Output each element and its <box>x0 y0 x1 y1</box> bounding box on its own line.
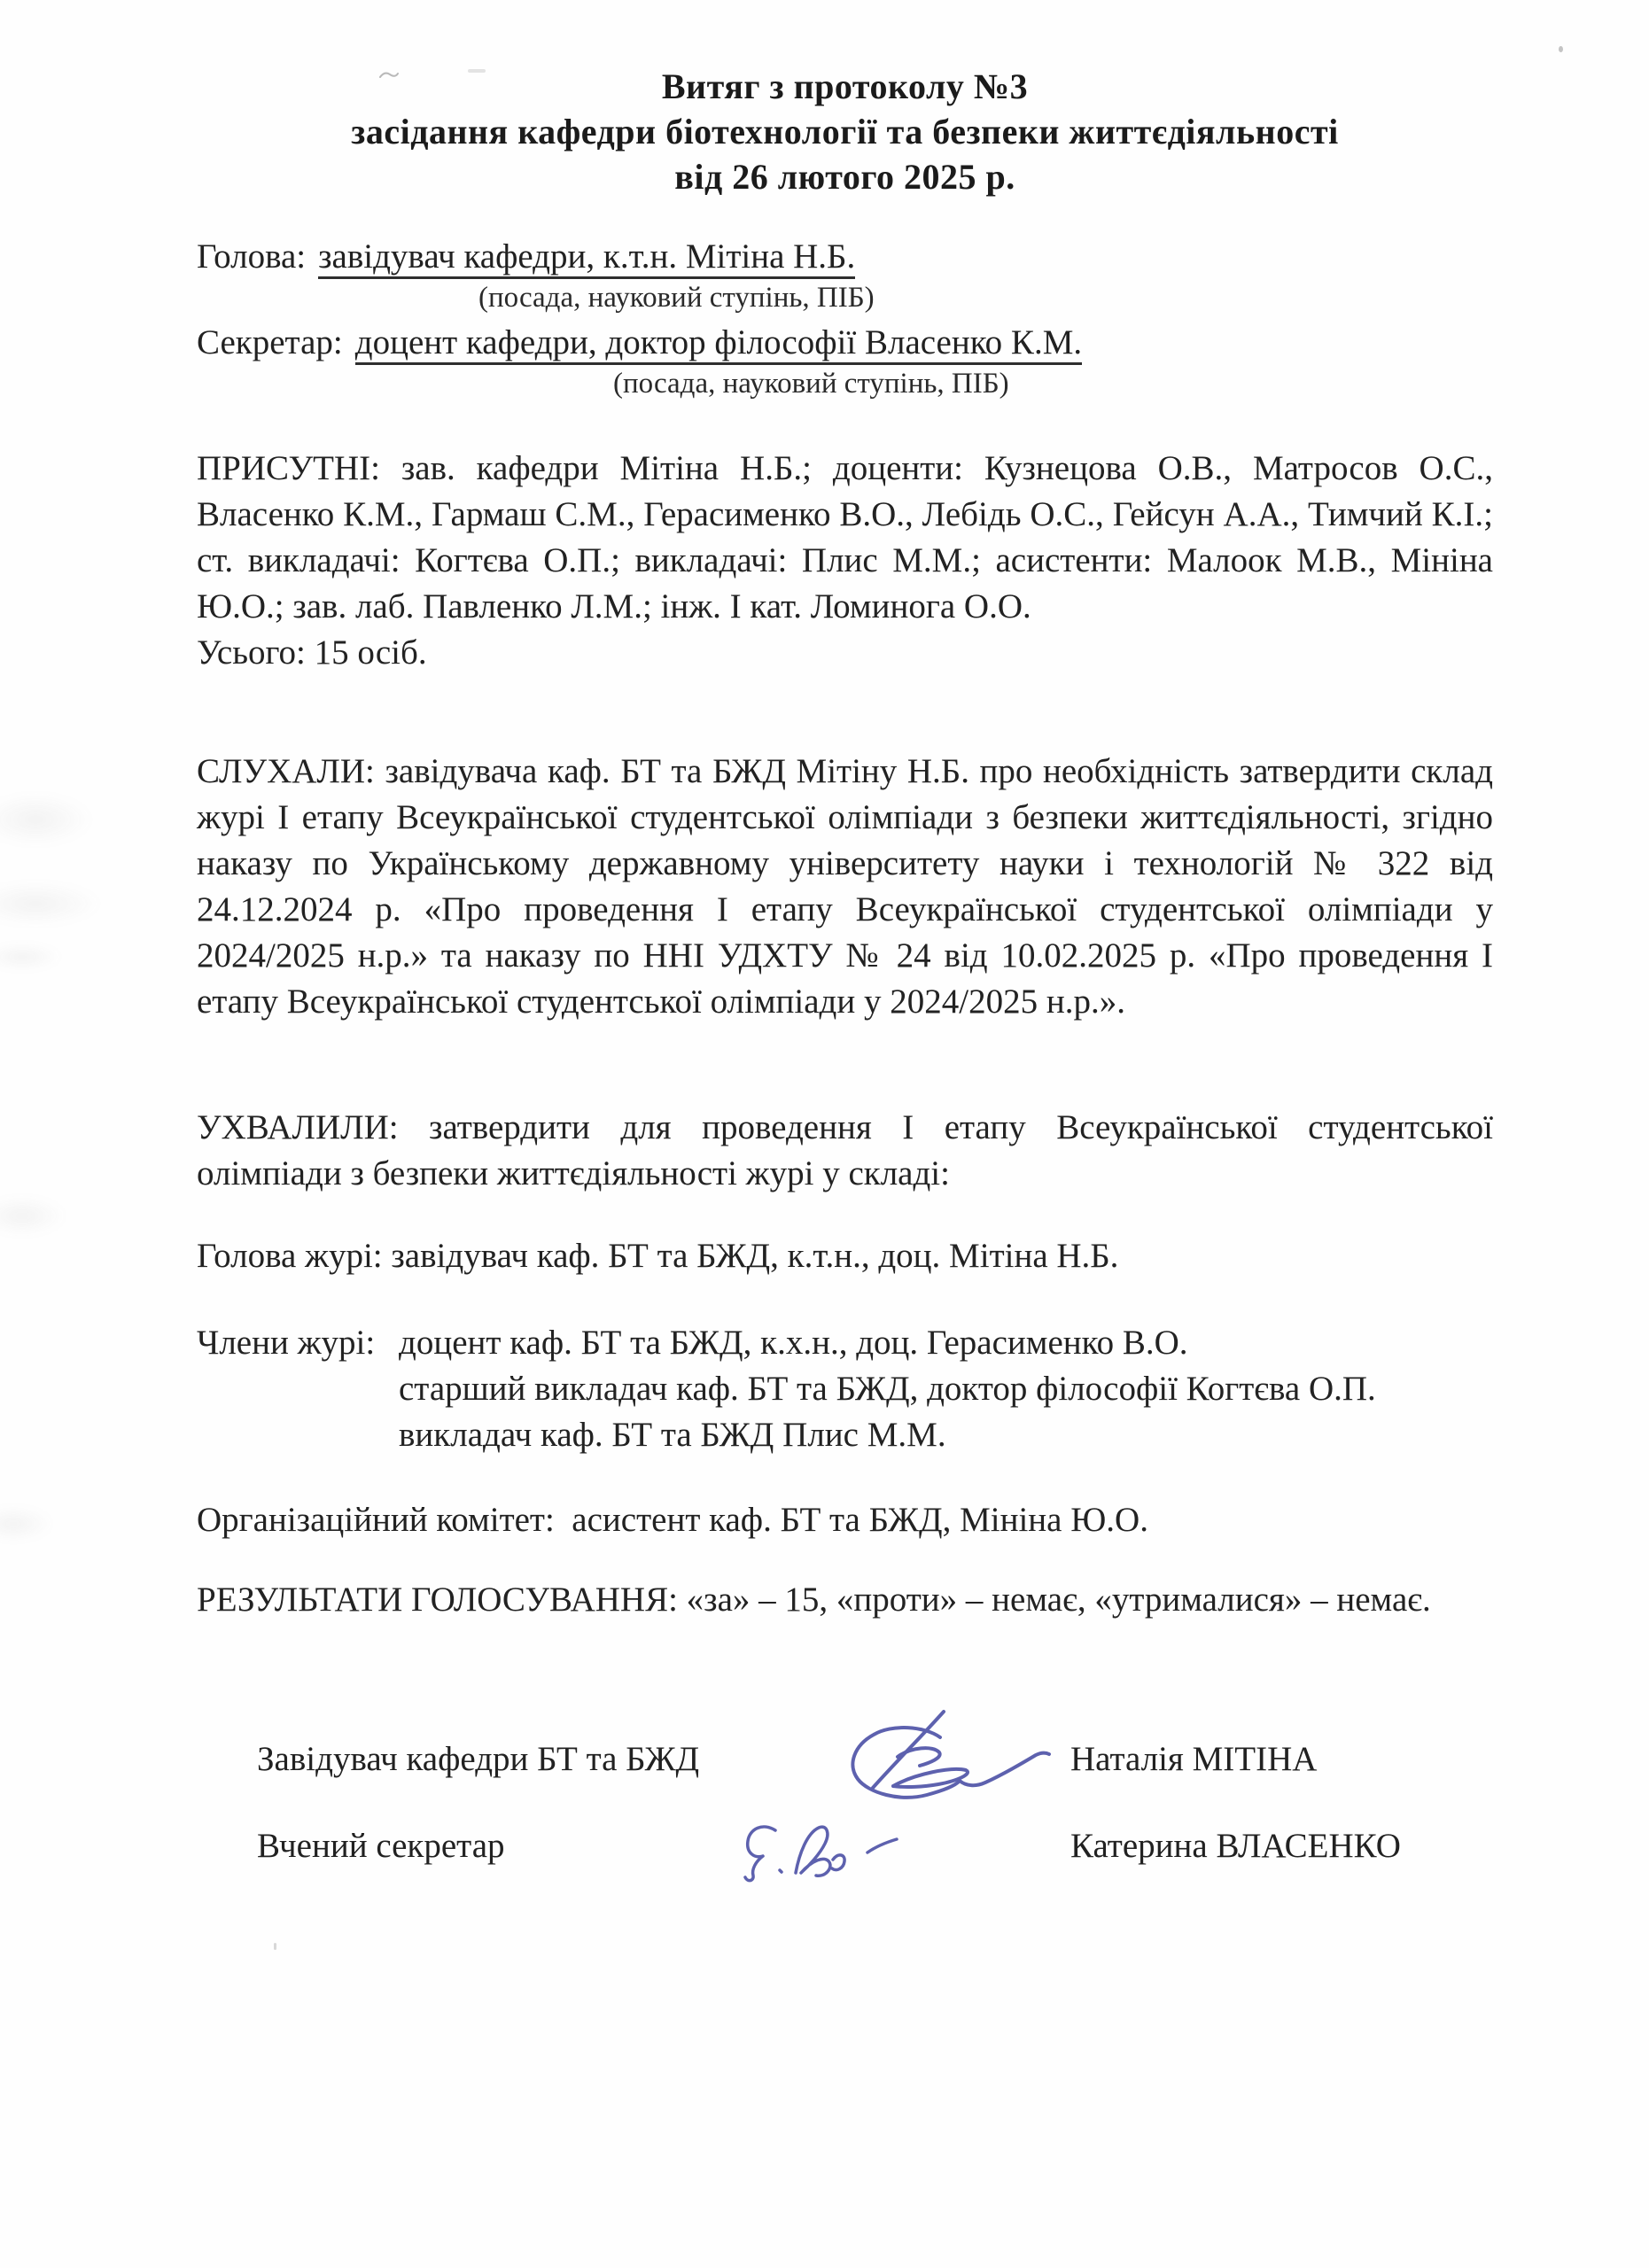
resolved-paragraph: УХВАЛИЛИ: затвердити для проведення І етапу Всеукраїнської студентської олімпіади з безпеки життєдіяльності журі у складі: <box>197 1108 1493 1192</box>
present-total-line: Усього: 15 осіб. <box>197 633 427 672</box>
secretary-label: Секретар: <box>197 323 343 361</box>
secretary-line <box>197 322 1493 364</box>
signature-name-2: Катерина ВЛАСЕНКО <box>1070 1827 1401 1865</box>
heard-paragraph: СЛУХАЛИ: завідувача каф. БТ та БЖД Мітіну Н.Б. про необхідність затвердити склад журі І етапу Всеукраїнської студентської олімпіади з безпеки життєдіяльності, згідно наказу по Українському державному університету науки і технологій № 322 від 24.12.2024 р. «Про проведення І етапу Всеукраїнської студентської олімпіади у 2024/2025 н.р.» та наказу по ННІ УДХТУ № 24 від 10.02.2025 р. «Про проведення І етапу Всеукраїнської студентської олімпіади у 2024/2025 н.р.». <box>197 752 1493 1021</box>
signature-vlasenko-ink <box>741 1816 905 1891</box>
scan-smudge <box>0 793 93 846</box>
signature-position-2: Вчений секретар <box>257 1827 505 1865</box>
chair-caption: (посада, науковий ступінь, ПІБ) <box>478 282 875 314</box>
secretary-value: доцент кафедри, доктор філософії Власенко К.М. <box>355 323 1082 365</box>
jury-head-line: Голова журі: завідувач каф. БТ та БЖД, к.т.н., доц. Мітіна Н.Б. <box>197 1237 1119 1275</box>
jury-member-line: доцент каф. БТ та БЖД, к.х.н., доц. Герасименко В.О. <box>399 1324 1188 1362</box>
org-committee-line: Організаційний комітет: асистент каф. БТ та БЖД, Мініна Ю.О. <box>197 1501 1148 1539</box>
title-line-2: засідання кафедри біотехнології та безпеки життєдіяльності <box>351 112 1339 151</box>
document-title <box>197 64 1493 199</box>
chair-line <box>197 236 1493 278</box>
scan-speck <box>274 1943 276 1950</box>
jury-member-line: викладач каф. БТ та БЖД Плис М.М. <box>399 1416 946 1454</box>
signature-name-1: Наталія МІТІНА <box>1070 1740 1318 1778</box>
scan-speck <box>1559 46 1563 52</box>
present-paragraph: ПРИСУТНІ: зав. кафедри Мітіна Н.Б.; доценти: Кузнецова О.В., Матросов О.С., Власенко К.М., Гармаш С.М., Герасименко В.О., Лебідь О.С., Гейсун А.А., Тимчий К.І.; ст. викладачі: Когтєва О.П.; викладачі: Плис М.М.; асистенти: Малоок М.В., Мініна Ю.О.; зав. лаб. Павленко Л.М.; інж. І кат. Ломинога О.О. <box>197 449 1493 625</box>
officials-block <box>197 236 1493 403</box>
jury-members-block <box>197 1320 1493 1458</box>
signature-mitina-ink <box>840 1701 1066 1806</box>
scan-smudge <box>0 1506 53 1542</box>
signature-position-1: Завідувач кафедри БТ та БЖД <box>257 1740 700 1778</box>
title-line-3: від 26 лютого 2025 р. <box>674 157 1015 197</box>
chair-value: завідувач кафедри, к.т.н. Мітіна Н.Б. <box>318 237 855 279</box>
scan-smudge <box>0 1196 66 1236</box>
jury-members-list <box>399 1320 1376 1458</box>
jury-member-line: старший викладач каф. БТ та БЖД, доктор філософії Когтєва О.П. <box>399 1370 1376 1408</box>
secretary-caption: (посада, науковий ступінь, ПІБ) <box>613 368 1009 400</box>
scan-smudge <box>0 882 102 926</box>
voting-results-paragraph: РЕЗУЛЬТАТИ ГОЛОСУВАННЯ: «за» – 15, «проти» – немає, «утрималися» – немає. <box>197 1581 1431 1619</box>
chair-label: Голова: <box>197 237 307 276</box>
title-line-1: Витяг з протоколу №3 <box>661 66 1029 106</box>
jury-members-label: Члени журі: <box>197 1324 376 1362</box>
scan-smudge <box>0 944 62 970</box>
